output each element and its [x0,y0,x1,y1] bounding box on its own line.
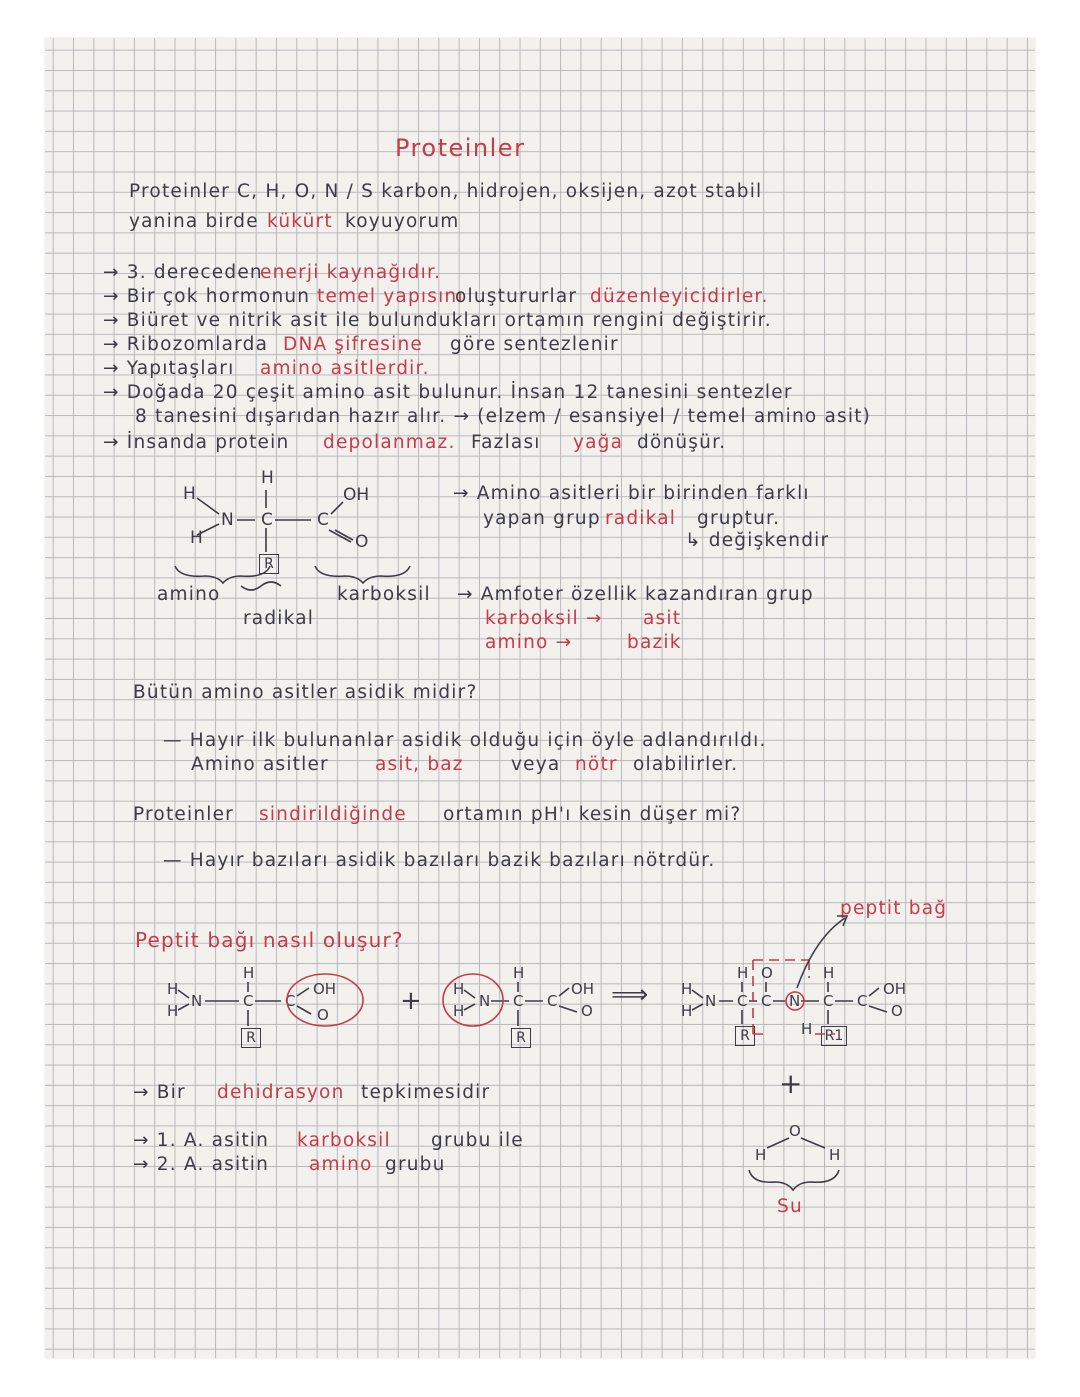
step-1b: karboksil [297,1130,391,1151]
peptide-bond-label: peptit bağ [840,898,948,919]
bullet-5a: → Yapıtaşları [103,358,235,379]
question-1: Bütün amino asitler asidik midir? [133,682,478,703]
water-plus: + [779,1067,804,1100]
bullet-6a: → Doğada 20 çeşit amino asit bulunur. İnsan 12 tanesini sentezler [103,382,793,403]
answer-1-line-2b: asit, baz [375,754,464,775]
bullet-7c: Fazlası [471,432,541,453]
atom-h-top-left: H [183,484,196,504]
note-2c: asit [643,608,682,629]
atom-oh: OH [343,485,370,505]
bullet-2d: düzenleyicidirler. [590,286,769,307]
water-label: Su [777,1196,803,1217]
note-1a: → Amino asitleri bir birinden farklı [453,483,810,504]
label-amino: amino [157,584,221,605]
step-2b: amino [309,1154,373,1175]
intro-line-1: Proteinler C, H, O, N / S karbon, hidrojen, oksijen, azot stabil [129,181,763,202]
bullet-7b: depolanmaz. [323,432,456,453]
intro-line-2c: koyuyorum [345,211,460,232]
answer-1-line-2e: olabilirler. [633,754,739,775]
radical-box-dipeptide-2: R1 [821,1026,847,1046]
radical-box-aa2: R [511,1028,531,1048]
dehydration-a: → Bir [133,1082,186,1103]
bullet-7d: yağa [573,432,624,453]
note-2e: bazik [627,632,682,653]
note-1b: yapan grup [483,508,601,529]
atom-c-carboxyl: C [317,510,329,530]
bullet-6b: 8 tanesini dışarıdan hazır alır. → (elzem / esansiyel / temel amino asit) [135,406,872,427]
radical-box: R [259,554,279,574]
radical-box-aa1: R [241,1028,261,1048]
question-2a: Proteinler [133,804,234,825]
bullet-3: → Biüret ve nitrik asit ile bulundukları ortamın rengini değiştirir. [103,310,772,331]
peptide-heading: Peptit bağı nasıl oluşur? [135,928,404,952]
step-2c: grubu [385,1154,446,1175]
step-1a: → 1. A. asitin [133,1130,270,1151]
note-2a: → Amfoter özellik kazandıran grup [457,584,814,605]
note-2b: karboksil → [485,608,603,629]
bullet-2b: temel yapısını [317,286,464,307]
answer-1-line-2a: Amino asitler [191,754,329,775]
water-o: O [789,1122,801,1140]
step-2a: → 2. A. asitin [133,1154,270,1175]
bullet-1b: enerji kaynağıdır. [260,262,442,283]
bullet-7e: dönüşür. [637,432,727,453]
intro-sulfur: kükürt [267,211,333,232]
answer-1-line-2c: veya [511,754,561,775]
atom-o: O [355,532,369,552]
bullet-2c: oluştururlar [455,286,578,307]
chemistry-drawing [45,38,1035,1358]
note-1d: gruptur. [697,508,781,529]
question-2b: sindirildiğinde [259,804,407,825]
note-2d: amino → [485,632,573,653]
answer-2: — Hayır bazıları asidik bazıları bazik bazıları nötrdür. [163,850,716,871]
reaction-arrow: ⟹ [611,980,650,1010]
plus-sign: + [400,986,423,1016]
bullet-4c: göre sentezlenir [450,334,619,355]
answer-1-line-1: — Hayır ilk bulunanlar asidik olduğu için öyle adlandırıldı. [163,730,767,751]
radical-box-dipeptide-1: R [735,1026,755,1046]
intro-line-2a: yanina birde [129,211,259,232]
note-1e: ↳ değişkendir [685,530,830,551]
bullet-5b: amino asitlerdir. [260,358,430,379]
water-h-2: H [829,1146,841,1164]
water-h-1: H [755,1146,767,1164]
bullet-4a: → Ribozomlarda [103,334,269,355]
atom-h-top: H [261,468,274,488]
atom-c-alpha: C [261,510,273,530]
grid-paper: Proteinler Proteinler C, H, O, N / S karbon, hidrojen, oksijen, azot stabil yanina birde kükürt koyuyorum → 3. dereceden enerji kaynağıdır. → Bir çok hormonun temel yapısını oluştururlar düzenleyicidirler. → Biüret ve nitrik asit ile bulundukları ortamın rengini değiştirir. → Ribozomlarda DNA şifresine göre sentezlenir → Yapıtaşları amino asitlerdir. → Doğada 20 çeşit amino asit bulunur. İnsan 12 tanesini sentezler 8 tanesini dışarıdan hazır alır. → (elzem / esansiyel / temel amino asit) → İnsanda protein depolanmaz. Fazlası yağa dönüşür. H H H N C C OH O R amino radikal karboksil → Amino asitleri bir birinden farklı yapan grup radikal gruptur. ↳ değişkendir → Amfoter özellik kazandıran grup karboksil → asit amino → bazik Bütün amino asitler asidik midir? — Hayır ilk bulunanlar asidik olduğu için öyle adlandırıldı. Amino asitler asit, baz veya nötr olabilirler. Proteinler sindirildiğinde ortamın pH'ı kesin düşer mi? — Hayır bazıları asidik bazıları bazik bazıları nötrdür. Peptit bağı nasıl oluşur? peptit bağ H H N H C C OH O R + H H N H C C OH O R ⟹ H H N H C O C N H H C C OH O R R1 + O H H Su → Bir dehidrasyon tepkimesidir → 1. A. asitin karboksil grubu ile → 2. A. asitin amino grubu [45,38,1035,1358]
bullet-1a: → 3. dereceden [103,262,263,283]
label-radikal: radikal [243,608,315,629]
step-1c: grubu ile [431,1130,524,1151]
bullet-2a: → Bir çok hormonun [103,286,311,307]
atom-n: N [221,510,234,530]
page-title: Proteinler [395,134,526,162]
bullet-4b: DNA şifresine [283,334,423,355]
question-2c: ortamın pH'ı kesin düşer mi? [443,804,742,825]
note-1c: radikal [605,508,677,529]
atom-h-bottom-left: H [190,528,203,548]
dehydration-c: tepkimesidir [361,1082,491,1103]
answer-1-line-2d: nötr [575,754,618,775]
dehydration-b: dehidrasyon [217,1082,345,1103]
label-karboksil: karboksil [337,584,431,605]
bullet-7a: → İnsanda protein [103,432,290,453]
